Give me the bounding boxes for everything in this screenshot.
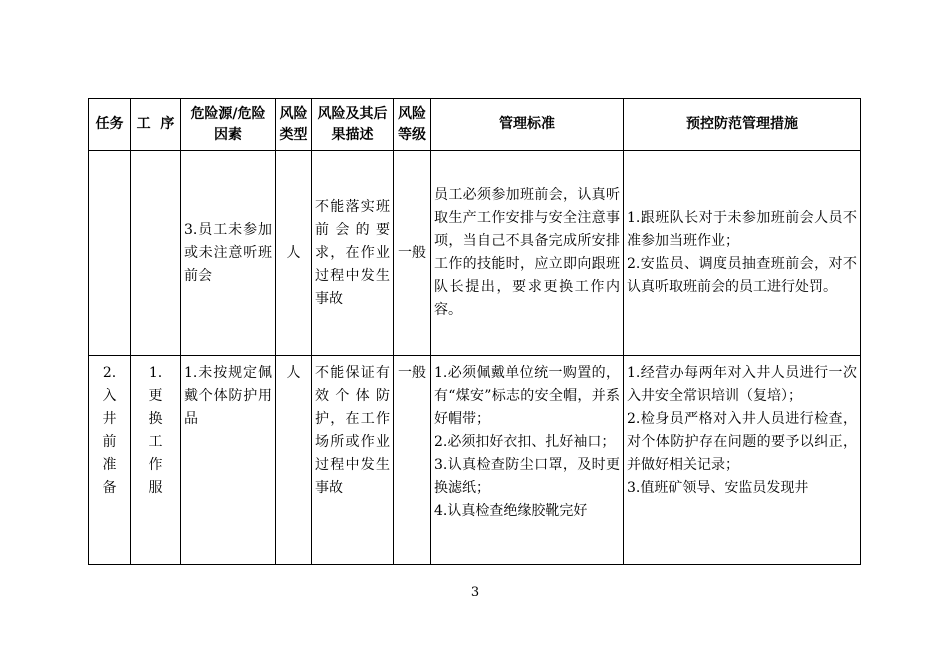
risk-control-table (88, 98, 861, 565)
table-row (89, 356, 861, 565)
cell-standard: 员工必须参加班前会，认真听取生产工作安排与安全注意事项，当自己不具备完成所安排工作的技能时，应立即向跟班队长提出，要求更换工作内容。 (431, 151, 624, 356)
cell-process (131, 356, 181, 565)
cell-process (131, 151, 181, 356)
cell-hazard: 3.员工未参加或未注意听班前会 (181, 151, 276, 356)
page-number: 3 (470, 585, 480, 600)
cell-task (89, 356, 131, 565)
process-text: 1.更换工作服 (148, 365, 163, 496)
header-standard: 管理标准 (431, 99, 624, 151)
measures-text: 1.经营办每两年对入井人员进行一次入井安全常识培训（复培）； 2.检身员严格对入井人员进行检查，对个体防护存在问题的要予以纠正，并做好相关记录； 3.值班矿领导、安监员发现井 (627, 365, 857, 496)
cell-consequence: 不能保证有效个体防护，在工作场所或作业过程中发生事故 (312, 356, 394, 565)
cell-hazard: 1.未按规定佩戴个体防护用品 (181, 356, 276, 565)
header-consequence: 风险及其后果描述 (312, 99, 394, 151)
cell-standard (431, 356, 624, 565)
header-process: 工 序 (131, 99, 181, 151)
cell-consequence: 不能落实班前会的要求，在作业过程中发生事故 (312, 151, 394, 356)
cell-measures: 1.跟班队长对于未参加班前会人员不准参加当班作业； 2.安监员、调度员抽查班前会，对不认真听取班前会的员工进行处罚。 (624, 151, 861, 356)
standard-text: 1.必须佩戴单位统一购置的，有“煤安”标志的安全帽，并系好帽带； 2.必须扣好衣扣、扎好袖口； 3.认真检查防尘口罩，及时更换滤纸； 4.认真检查绝缘胶靴完好 (434, 365, 620, 519)
cell-task (89, 151, 131, 356)
header-risk-type: 风险类型 (276, 99, 312, 151)
cell-risk-type: 人 (276, 356, 312, 565)
table-row (89, 151, 861, 356)
cell-measures (624, 356, 861, 565)
header-row (89, 99, 861, 151)
header-hazard: 危险源/危险因素 (181, 99, 276, 151)
cell-risk-level: 一般 (394, 356, 431, 565)
header-measures: 预控防范管理措施 (624, 99, 861, 151)
cell-risk-level: 一般 (394, 151, 431, 356)
header-task: 任务 (89, 99, 131, 151)
header-risk-level: 风险等级 (394, 99, 431, 151)
cell-risk-type: 人 (276, 151, 312, 356)
task-text: 2.入井前准备 (102, 365, 117, 496)
